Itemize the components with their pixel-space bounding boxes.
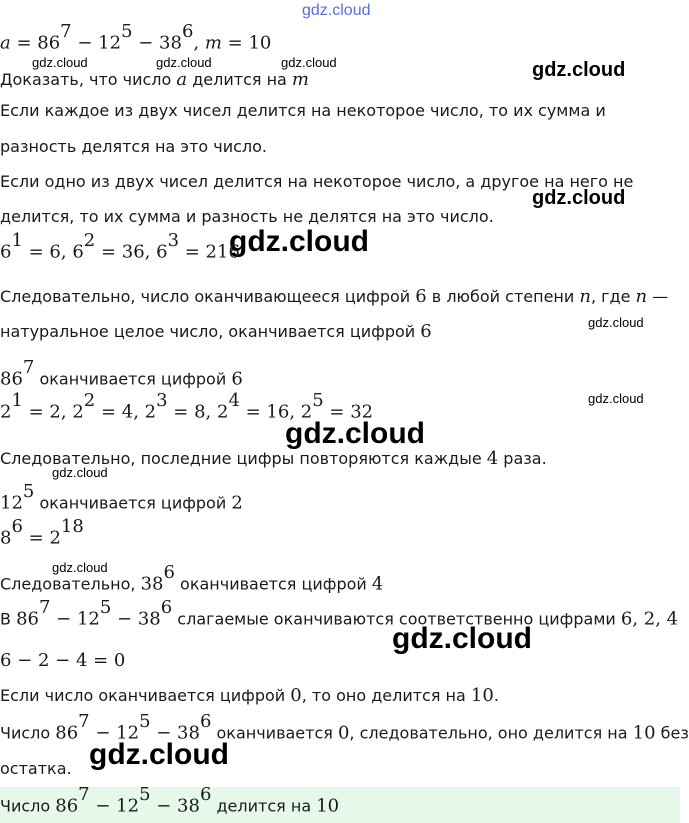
math: 86	[16, 608, 39, 630]
math-exp: 6	[160, 597, 173, 618]
text: , где	[590, 287, 636, 306]
text: оканчивается цифрой	[34, 369, 232, 389]
watermark-small: gdz.cloud	[588, 315, 644, 330]
math: = 32	[323, 401, 374, 423]
math: 86	[37, 32, 61, 54]
math: = 216	[179, 241, 240, 263]
rule1-line1: Если каждое из двух чисел делится на некоторое число, то их сумма и	[0, 101, 606, 120]
math: −	[150, 795, 178, 817]
math-exp: 7	[60, 21, 72, 42]
watermark-small: gdz.cloud	[156, 55, 212, 70]
text: В	[0, 609, 17, 629]
result-12	[0, 481, 243, 514]
watermark-large: gdz.cloud	[229, 225, 369, 258]
watermark-top: gdz.cloud	[302, 2, 371, 19]
watermark-small: gdz.cloud	[281, 55, 337, 70]
watermark-small: gdz.cloud	[32, 55, 88, 70]
text: —	[647, 287, 669, 306]
math: =	[22, 527, 50, 549]
text: , следовательно, оно делится на	[349, 723, 633, 743]
answer-line	[0, 784, 340, 817]
math: 2	[231, 492, 243, 514]
text: в любой степени	[426, 287, 580, 306]
math: −	[132, 32, 160, 54]
text: , то оно делится на	[301, 686, 471, 705]
math-exp: 6	[199, 784, 212, 805]
watermark-small: gdz.cloud	[52, 560, 108, 575]
text: Если число оканчивается цифрой	[0, 686, 291, 705]
conclusion-6-line1	[0, 287, 668, 307]
final-line1	[0, 711, 689, 744]
math: 2	[49, 527, 61, 549]
math: = 6,	[22, 241, 73, 263]
math-exp: 7	[78, 784, 90, 805]
math-exp: 18	[60, 516, 84, 537]
math: 10	[470, 685, 494, 706]
watermark-large: gdz.cloud	[392, 622, 532, 655]
math: 10	[632, 722, 656, 744]
math: 8	[0, 527, 12, 549]
math-exp: 3	[167, 230, 180, 251]
watermark-small: gdz.cloud	[588, 391, 644, 406]
math: = 10	[221, 32, 272, 54]
math: 6, 2, 4	[620, 608, 679, 630]
rule2-line1: Если одно из двух чисел делится на некоторое число, а другое на него не	[0, 172, 634, 191]
math-exp: 5	[22, 481, 35, 502]
math: 12	[116, 722, 140, 744]
math: 12	[116, 795, 140, 817]
math: ,	[193, 32, 205, 54]
eq-8-6	[0, 516, 84, 549]
powers-of-2	[0, 390, 374, 423]
math-var: n	[579, 286, 591, 307]
math: 12	[0, 492, 23, 514]
math-exp: 7	[78, 711, 90, 732]
rule1-line2: разность делятся на это число.	[0, 137, 268, 156]
math: 2	[72, 401, 84, 423]
watermark-medium: gdz.cloud	[532, 187, 626, 209]
math-exp: 6	[11, 516, 23, 537]
text: слагаемые оканчиваются соответственно цифрами	[172, 609, 621, 629]
div10-rule	[0, 686, 499, 706]
sum-line	[0, 597, 679, 630]
answer-box	[0, 784, 680, 823]
math: 12	[76, 608, 100, 630]
math: 6	[72, 241, 84, 263]
math: 38	[137, 608, 161, 630]
math: = 16,	[239, 401, 301, 423]
math: 38	[177, 722, 200, 744]
math-exp: 7	[22, 357, 35, 378]
math: = 4,	[95, 401, 145, 423]
text: без	[655, 723, 689, 743]
math-exp: 4	[228, 390, 240, 411]
text: .	[493, 686, 499, 705]
math: −	[89, 795, 117, 817]
math-exp: 6	[199, 711, 212, 732]
math-exp: 6	[181, 21, 194, 42]
math: 86	[55, 795, 79, 817]
math: 2	[144, 401, 157, 423]
result-86	[0, 357, 243, 390]
math: 6	[420, 321, 432, 342]
math: 6	[0, 241, 12, 263]
text: Следовательно, последние цифры повторяются каждые	[0, 449, 487, 468]
text: натуральное целое число, оканчивается цифрой	[0, 322, 421, 341]
text: Число	[0, 723, 56, 743]
math-exp: 1	[11, 230, 23, 251]
math: −	[111, 608, 138, 630]
math: 4	[486, 448, 499, 469]
math: 12	[98, 32, 122, 54]
final-line2: остатка.	[0, 759, 72, 778]
prove-line	[0, 70, 309, 90]
math: 6	[231, 368, 243, 390]
math: 2	[216, 401, 229, 423]
math: = 8,	[167, 401, 217, 423]
text: Доказать, что число	[0, 70, 177, 89]
text: оканчивается цифрой	[34, 493, 232, 513]
math: 38	[177, 795, 200, 817]
math-exp: 2	[83, 390, 96, 411]
given-line	[0, 21, 272, 54]
rule2-line2: делится, то их сумма и разность не делятся на это число.	[0, 207, 494, 226]
math: 86	[0, 368, 23, 390]
math: 6	[415, 286, 427, 307]
math-exp: 6	[163, 562, 175, 583]
powers-of-6	[0, 230, 240, 263]
math-exp: 2	[83, 230, 96, 251]
math-var: a	[0, 32, 11, 54]
math: 0	[290, 685, 302, 706]
math-exp: 1	[11, 390, 23, 411]
watermark-large: gdz.cloud	[285, 417, 425, 450]
math: 0	[337, 722, 350, 744]
math-exp: 5	[312, 390, 324, 411]
math: 86	[55, 722, 79, 744]
math-exp: 3	[156, 390, 168, 411]
math-exp: 7	[38, 597, 51, 618]
math: 10	[316, 795, 340, 817]
math: 4	[371, 573, 384, 595]
math-var: a	[176, 69, 188, 90]
text: Следовательно, число оканчивающееся цифрой	[0, 287, 416, 306]
text: раза.	[498, 449, 547, 468]
conclusion-6-line2	[0, 322, 432, 342]
math-exp: 5	[139, 784, 151, 805]
text: оканчивается цифрой	[174, 574, 372, 594]
math-var: m	[204, 32, 222, 54]
math: −	[50, 608, 77, 630]
math: =	[10, 32, 38, 54]
math: 38	[140, 573, 164, 595]
text: Следовательно,	[0, 574, 141, 594]
math: −	[71, 32, 99, 54]
math-exp: 5	[121, 21, 133, 42]
math: = 2,	[22, 401, 73, 423]
math: −	[150, 722, 178, 744]
text: оканчивается	[211, 723, 338, 743]
math: −	[89, 722, 117, 744]
math-var: m	[291, 69, 309, 90]
math: 6	[156, 241, 168, 263]
text: Число	[0, 796, 56, 816]
math: = 36,	[95, 241, 157, 263]
math: 38	[159, 32, 182, 54]
repeat-line	[0, 449, 547, 469]
text: делится на	[187, 70, 292, 89]
math-exp: 5	[99, 597, 112, 618]
watermark-small: gdz.cloud	[52, 465, 108, 480]
watermark-large: gdz.cloud	[89, 738, 229, 771]
diff-line: 6 − 2 − 4 = 0	[0, 650, 126, 671]
math: 2	[300, 401, 313, 423]
math-var: n	[635, 286, 648, 307]
watermark-medium: gdz.cloud	[532, 59, 626, 81]
math: 2	[0, 401, 12, 423]
text: делится на	[211, 796, 317, 816]
math-exp: 5	[139, 711, 151, 732]
